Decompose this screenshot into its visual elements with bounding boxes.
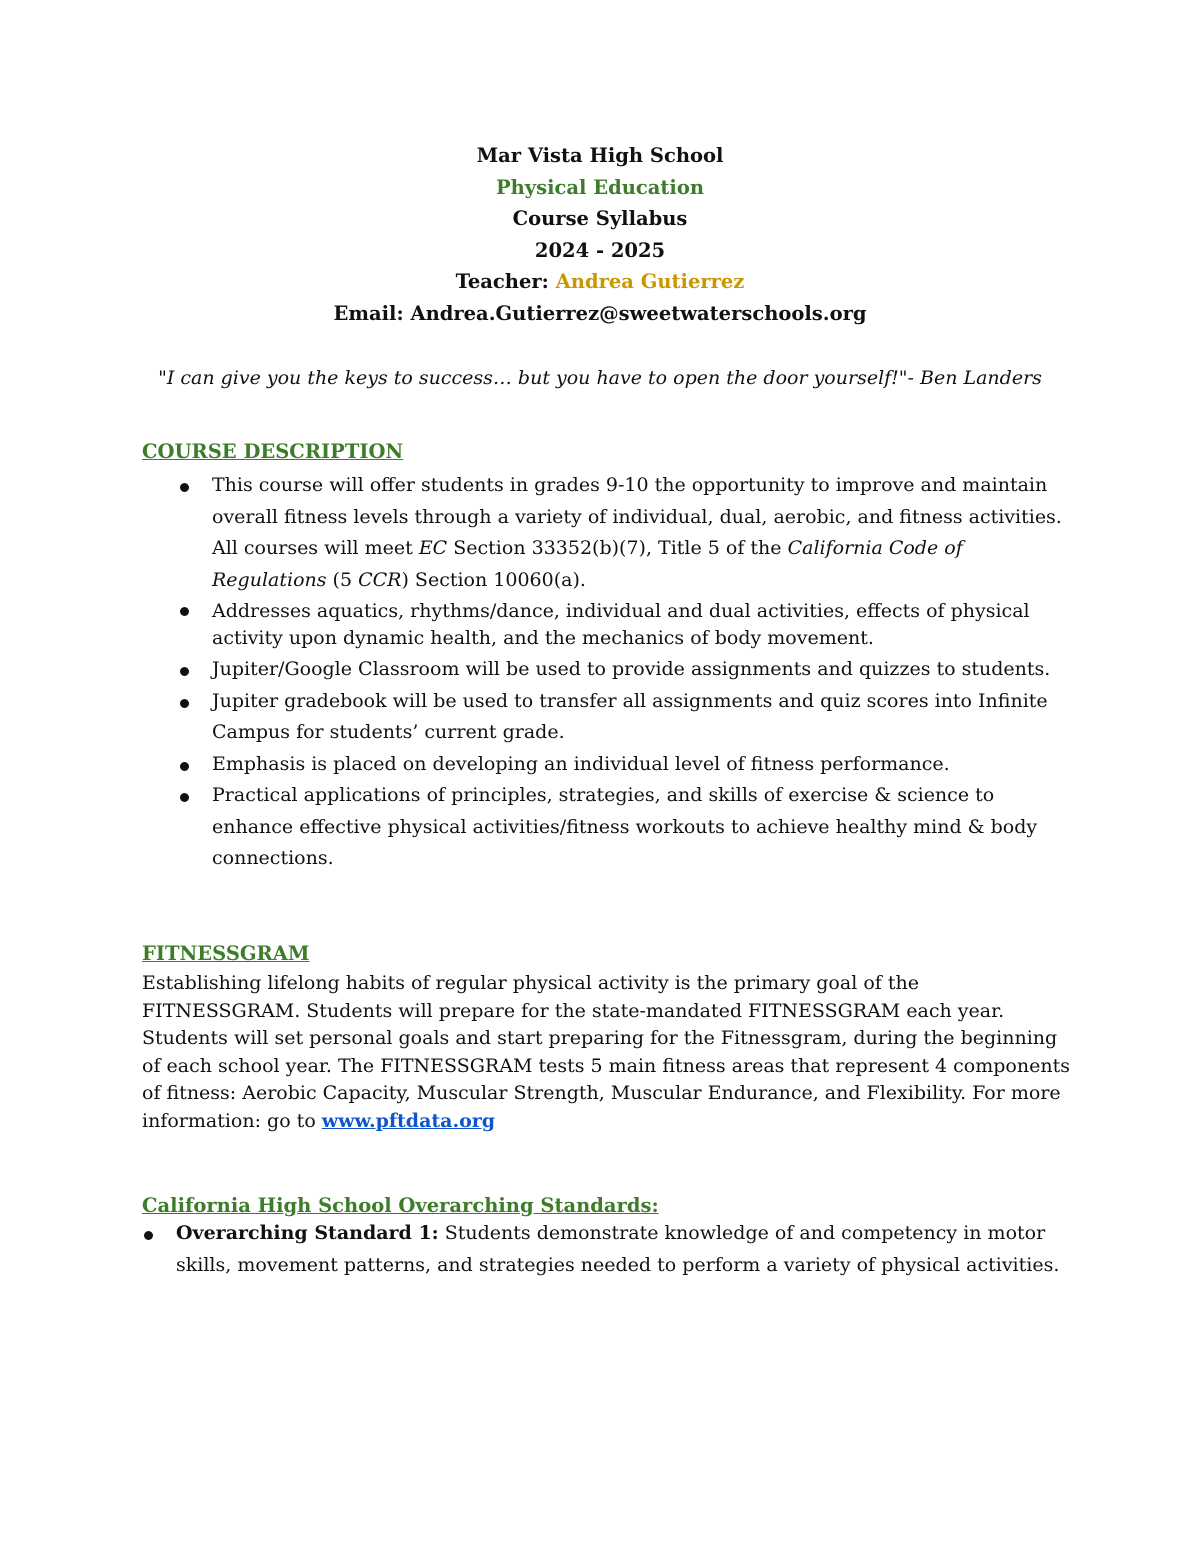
bullet-dot	[180, 762, 189, 771]
bullet-dot	[180, 483, 189, 492]
pftdata-link[interactable]: www.pftdata.org	[321, 1109, 496, 1132]
bullet-dot	[180, 699, 189, 708]
standard-text: Students demonstrate knowledge of and competency in motor skills, movement patterns, and strategies needed to perform a variety of physical activities.	[176, 1222, 1060, 1276]
list-item: Jupiter gradebook will be used to transfer all assignments and quiz scores into Infinite Campus for students’ current grade.	[212, 686, 1072, 749]
list-item: Emphasis is placed on developing an individual level of fitness performance.	[212, 749, 1072, 781]
fitnessgram-paragraph: Establishing lifelong habits of regular physical activity is the primary goal of the FITNESSGRAM. Students will prepare for the state-mandated FITNESSGRAM each year. Students will set personal goals and start preparing for the Fitnessgram, during the beginning of each school year. The FITNESSGRAM tests 5 main fitness areas that represent 4 components of fitness: Aerobic Capacity, Muscular Strength, Muscular Endurance, and Flexibility. For more information: go to www.pftdata.org	[142, 972, 1070, 1132]
teacher-label: Teacher:	[455, 270, 556, 293]
teacher-line	[0, 266, 1200, 298]
teacher-name: Andrea Gutierrez	[555, 270, 745, 293]
bullet-dot	[180, 793, 189, 802]
course-description-title: COURSE DESCRIPTION	[142, 440, 404, 463]
school-name: Mar Vista High School	[476, 144, 724, 167]
fitnessgram-title: FITNESSGRAM	[142, 942, 310, 965]
email-label: Email:	[333, 301, 411, 325]
standards-title: California High School Overarching Standards:	[142, 1194, 659, 1217]
standards-list	[176, 1218, 1076, 1281]
motivational-quote: "I can give you the keys to success… but you have to open the door yourself!"- Ben Landers	[158, 367, 1042, 389]
course-description-list	[212, 470, 1072, 875]
email-line	[0, 298, 1200, 330]
document-type: Course Syllabus	[512, 207, 688, 230]
bullet-dot	[180, 607, 189, 616]
bullet-dot	[144, 1231, 153, 1240]
email-address: Andrea.Gutierrez@sweetwaterschools.org	[410, 301, 867, 325]
list-item	[176, 1218, 1076, 1281]
department-name: Physical Education	[495, 175, 705, 199]
standard-label: Overarching Standard 1:	[176, 1222, 439, 1244]
syllabus-header	[0, 140, 1200, 329]
list-item: This course will offer students in grades 9-10 the opportunity to improve and maintain overall fitness levels through a variety of individual, dual, aerobic, and fitness activities. All courses will meet EC Section 33352(b)(7), Title 5 of the California Code of Regulations (5 CCR) Section 10060(a).	[212, 470, 1072, 596]
list-item: Jupiter/Google Classroom will be used to provide assignments and quizzes to students.	[212, 654, 1072, 686]
list-item: Addresses aquatics, rhythms/dance, individual and dual activities, effects of physical activity upon dynamic health, and the mechanics of body movement.	[212, 596, 1072, 654]
bullet-dot	[180, 667, 189, 676]
list-item: Practical applications of principles, strategies, and skills of exercise & science to enhance effective physical activities/fitness workouts to achieve healthy mind & body connections.	[212, 780, 1072, 875]
school-year: 2024 - 2025	[534, 238, 666, 262]
